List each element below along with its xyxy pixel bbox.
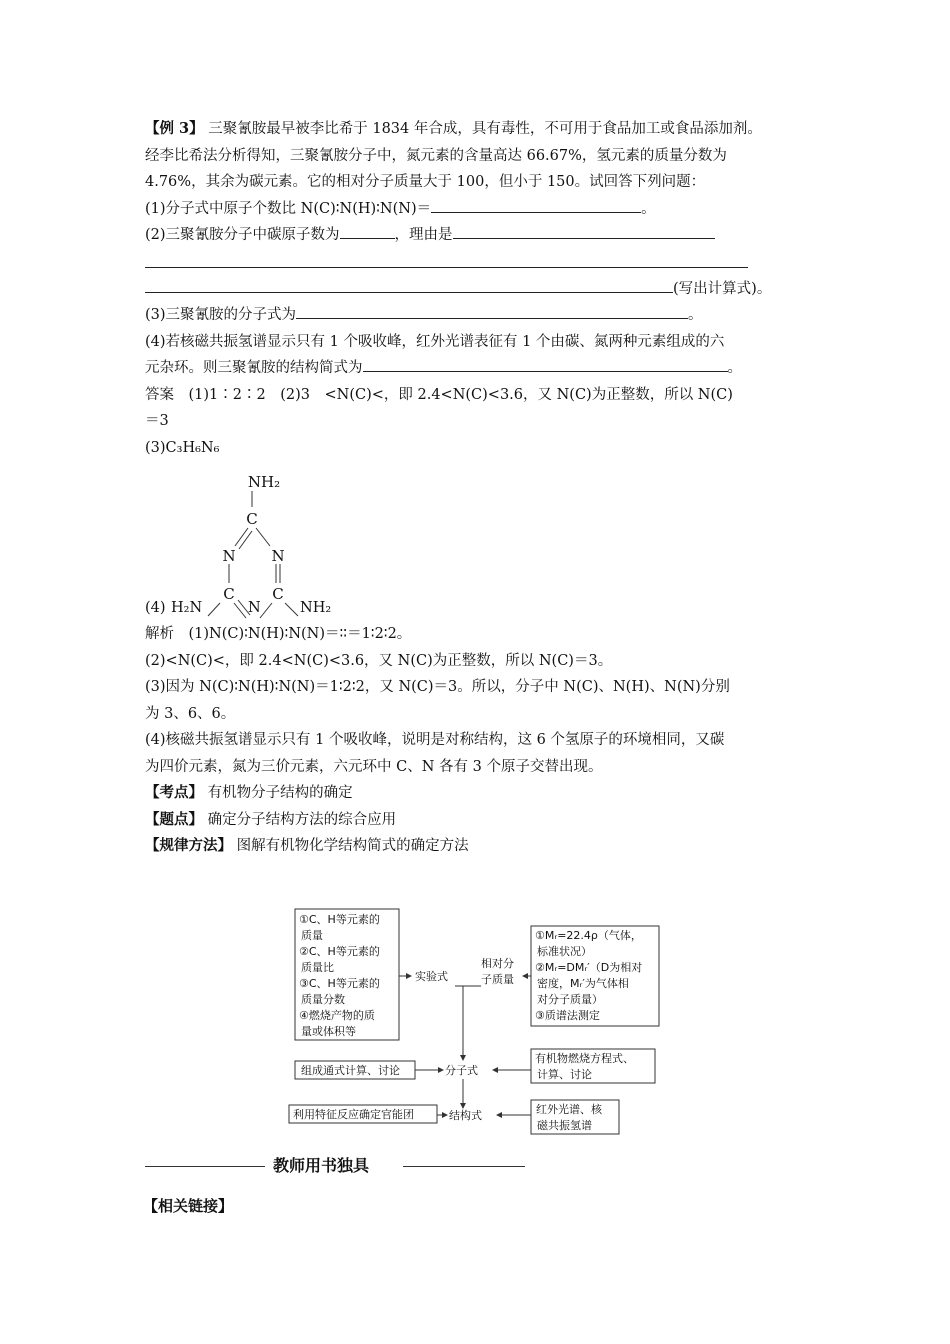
problem-line-3: 4.76%，其余为碳元素。它的相对分子质量大于 100，但小于 150。试回答下列问题： <box>145 174 706 190</box>
flow-left-3: ②C、H等元素的 <box>299 945 380 958</box>
document-body <box>145 116 815 860</box>
flow-spectra-2: 磁共振氢谱 <box>537 1119 592 1132</box>
question-3-end: 。 <box>688 307 703 323</box>
atom-n-bottom: N <box>248 600 261 616</box>
atom-n-left: N <box>222 547 236 565</box>
flow-experimental-formula: 实验式 <box>415 970 448 983</box>
flow-right-1: ①Mᵣ=22.4ρ（气体， <box>535 929 642 942</box>
flow-left-6: 质量分数 <box>301 993 345 1006</box>
question-2 <box>145 222 815 249</box>
analysis-line-3: (3)因为 N(C)∶N(H)∶N(N)＝1∶2∶2，又 N(C)＝3。所以，分子中 N(C)、N(H)、N(N)分别 <box>145 679 730 695</box>
answer-blank-1[interactable] <box>431 196 641 213</box>
problem-text-1: 三聚氰胺最早被李比希于 1834 年合成，具有毒性，不可用于食品加工或食品添加剂。 <box>208 121 762 137</box>
analysis-line-2: (2)<N(C)<，即 2.4<N(C)<3.6，又 N(C)为正整数，所以 N(C)＝3。 <box>145 652 613 669</box>
problem-line-1 <box>145 116 815 143</box>
related-links-heading: 【相关链接】 <box>143 1197 234 1215</box>
answer-blank-2a[interactable] <box>340 222 395 239</box>
flowchart <box>285 905 665 1141</box>
atom-c-left: C <box>223 585 235 603</box>
atom-nh2-top: NH₂ <box>247 473 281 491</box>
kaodian-text: 有机物分子结构的确定 <box>207 785 353 801</box>
problem-line-2: 经李比希法分析得知，三聚氰胺分子中，氮元素的含量高达 66.67%，氢元素的质量分数为 <box>145 147 727 164</box>
flow-left-2: 质量 <box>301 929 323 942</box>
flow-right-5: 对分子质量） <box>537 993 603 1006</box>
analysis-line-1: 解析 (1)N(C)∶N(H)∶N(N)＝∶∶＝1∶2∶2。 <box>145 626 412 642</box>
structure-bottom-row <box>145 595 332 622</box>
atom-n-right: N <box>271 547 285 565</box>
tidian-row <box>145 807 815 834</box>
answer-line-3: (3)C₃H₆N₆ <box>145 439 220 456</box>
kaodian-label: 【考点】 <box>145 784 203 801</box>
atom-nh2-right: NH₂ <box>300 600 332 616</box>
question-2-text: (2)三聚氰胺分子中碳原子数为 <box>145 227 340 243</box>
tidian-text: 确定分子结构方法的综合应用 <box>207 811 397 828</box>
method-text: 图解有机物化学结构简式的确定方法 <box>236 838 469 854</box>
question-4-text: 元杂环。则三聚氰胺的结构简式为 <box>145 360 363 376</box>
flow-left-8: 量或体积等 <box>301 1025 356 1038</box>
teacher-section-header <box>145 1153 525 1179</box>
question-1-end: 。 <box>641 200 656 217</box>
question-1-text: (1)分子式中原子个数比 N(C)∶N(H)∶N(N)＝ <box>145 200 432 217</box>
atom-c-right: C <box>272 585 284 603</box>
answer-line-1: 答案 (1)1∶2∶2 (2)3 <N(C)<，即 2.4<N(C)<3.6，又 N(C)为正整数，所以 N(C) <box>145 386 733 403</box>
flow-right-4: 密度，Mᵣ′为气体相 <box>537 977 629 990</box>
analysis-line-4: 为 3、6、6。 <box>145 705 236 722</box>
question-3-text: (3)三聚氰胺的分子式为 <box>145 307 297 323</box>
question-2-mid: ，理由是 <box>394 227 453 243</box>
structure-label: (4) <box>145 600 166 616</box>
answer-blank-2c[interactable] <box>145 253 748 268</box>
flow-molecular-formula: 分子式 <box>445 1064 478 1077</box>
header-rule-left <box>145 1166 265 1167</box>
flowchart-diagram <box>285 905 665 1137</box>
flow-right-2: 标准状况） <box>537 945 592 958</box>
question-2-end: (写出计算式)。 <box>673 280 772 297</box>
flow-left-5: ③C、H等元素的 <box>299 977 380 990</box>
question-4b <box>145 355 815 382</box>
teacher-section-title: 教师用书独具 <box>273 1156 370 1175</box>
flow-combustion-1: 有机物燃烧方程式、 <box>535 1052 634 1065</box>
answer-blank-4[interactable] <box>363 355 728 372</box>
answer-line-2: ＝3 <box>145 413 169 429</box>
method-row <box>145 833 815 860</box>
question-4a: (4)若核磁共振氢谱显示只有 1 个吸收峰，红外光谱表征有 1 个由碳、氮两种元素组成的六 <box>145 333 725 350</box>
flow-combustion-2: 计算、讨论 <box>537 1068 592 1081</box>
flow-general-formula: 组成通式计算、讨论 <box>301 1064 400 1077</box>
header-rule-right <box>403 1166 525 1167</box>
question-1 <box>145 196 815 223</box>
atom-c-top: C <box>246 510 258 528</box>
answer-blank-2b[interactable] <box>453 222 715 239</box>
method-label: 【规律方法】 <box>145 837 232 854</box>
flow-left-4: 质量比 <box>301 961 334 974</box>
question-3 <box>145 302 815 329</box>
flow-relative-mass-1: 相对分 <box>481 957 514 970</box>
question-4-end: 。 <box>727 360 742 376</box>
question-2-continued <box>145 276 815 303</box>
answer-blank-2d[interactable] <box>145 276 673 293</box>
flow-feature-reaction: 利用特征反应确定官能团 <box>293 1108 414 1121</box>
flow-right-6: ③质谱法测定 <box>535 1009 600 1022</box>
problem-label: 【例 3】 <box>145 120 204 137</box>
flow-left-1: ①C、H等元素的 <box>299 913 380 926</box>
flow-right-3: ②Mᵣ=DMᵣ′（D为相对 <box>535 961 643 974</box>
tidian-label: 【题点】 <box>145 810 203 828</box>
answer-blank-3[interactable] <box>296 302 688 319</box>
flow-structural-formula: 结构式 <box>449 1109 482 1122</box>
kaodian-row <box>145 780 815 807</box>
flow-spectra-1: 红外光谱、核 <box>536 1103 602 1116</box>
flow-left-7: ④燃烧产物的质 <box>299 1009 375 1022</box>
atom-h2n-left: H₂N <box>171 600 203 616</box>
melamine-structure <box>145 461 815 621</box>
flow-relative-mass-2: 子质量 <box>481 973 514 986</box>
analysis-line-5: (4)核磁共振氢谱显示只有 1 个吸收峰，说明是对称结构，这 6 个氢原子的环境相同，又碳 <box>145 732 725 748</box>
analysis-line-6: 为四价元素，氮为三价元素，六元环中 C、N 各有 3 个原子交替出现。 <box>145 758 603 775</box>
